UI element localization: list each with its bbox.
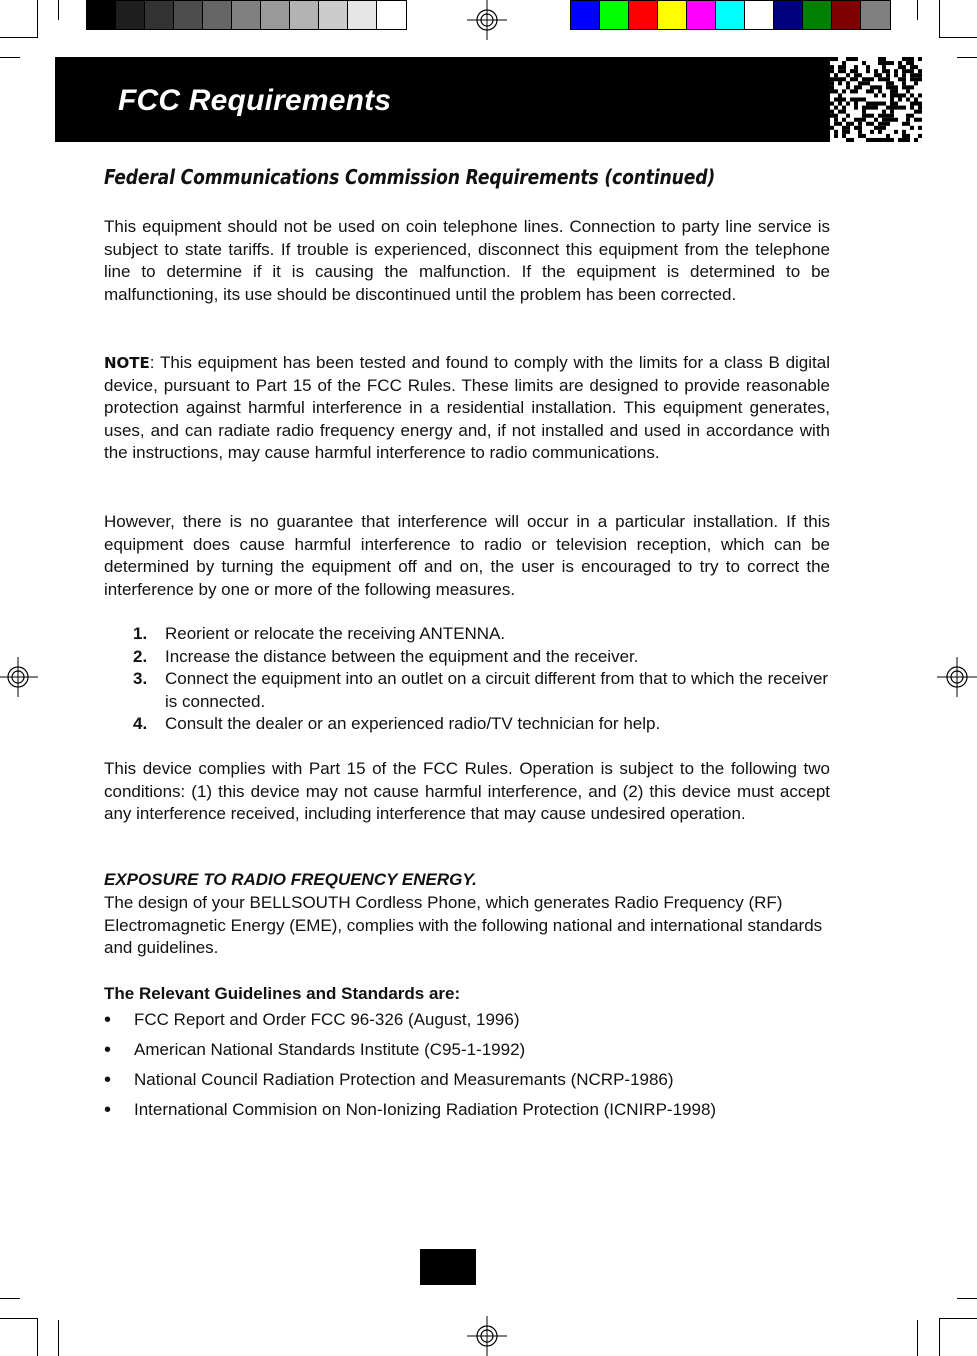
color-swatch-bar xyxy=(570,0,891,30)
page-title: FCC Requirements xyxy=(118,84,392,117)
color-swatch xyxy=(290,1,319,29)
paragraph-part15: This device complies with Part 15 of the FCC Rules. Operation is subject to the following two conditions: (1) this device may not cause harmful interference, and (2) this device must accept any interference received, including interference that may cause undesired operation. xyxy=(104,759,830,823)
color-swatch xyxy=(832,1,861,29)
color-swatch xyxy=(745,1,774,29)
list-item-text: American National Standards Institute (C95-1-1992) xyxy=(134,1040,526,1059)
page-number-tab xyxy=(420,1249,476,1285)
section-subtitle: Federal Communications Commission Requirements (continued) xyxy=(104,165,716,189)
color-swatch xyxy=(629,1,658,29)
qr-code-icon xyxy=(830,57,922,142)
list-item xyxy=(104,646,830,669)
color-swatch xyxy=(116,1,145,29)
exposure-body: The design of your BELLSOUTH Cordless Phone, which generates Radio Frequency (RF) Electromagnetic Energy (EME), complies with the following national and international standards and guidelines. xyxy=(104,893,823,957)
exposure-heading: EXPOSURE TO RADIO FREQUENCY ENERGY. xyxy=(104,870,477,889)
list-item-text: National Council Radiation Protection and Measuremants (NCRP-1986) xyxy=(134,1070,674,1089)
guidelines-list xyxy=(104,1008,716,1128)
color-swatch xyxy=(803,1,832,29)
list-item xyxy=(104,1008,716,1038)
bullet-icon: • xyxy=(104,1069,112,1091)
list-item-text: Connect the equipment into an outlet on a circuit different from that to which the receiver is connected. xyxy=(165,669,829,711)
color-swatch xyxy=(861,1,890,29)
note-text: : This equipment has been tested and found to comply with the limits for a class B digital device, pursuant to Part 15 of the FCC Rules. These limits are designed to provide reasonable protection against harmful interference in a residential installation. This equipment generates, uses, and can radiate radio frequency energy and, if not installed and used in accordance with the instructions, may cause harmful interference to radio communications. xyxy=(104,353,830,462)
color-swatch xyxy=(261,1,290,29)
list-item-text: International Commision on Non-Ionizing Radiation Protection (ICNIRP-1998) xyxy=(134,1100,717,1119)
color-swatch xyxy=(377,1,406,29)
color-swatch xyxy=(348,1,377,29)
color-swatch xyxy=(716,1,745,29)
list-item xyxy=(104,623,830,646)
registration-mark-icon xyxy=(0,657,38,697)
list-number: 4. xyxy=(133,714,148,733)
list-item xyxy=(104,668,830,713)
color-swatch xyxy=(600,1,629,29)
list-item xyxy=(104,1068,716,1098)
list-item-text: Increase the distance between the equipment and the receiver. xyxy=(165,646,639,666)
list-number: 2. xyxy=(133,646,148,666)
registration-mark-icon xyxy=(937,657,977,697)
paragraph-note xyxy=(104,352,830,465)
color-swatch xyxy=(319,1,348,29)
color-swatch xyxy=(232,1,261,29)
color-swatch xyxy=(774,1,803,29)
list-item-text: Consult the dealer or an experienced radio/TV technician for help. xyxy=(165,714,661,733)
bullet-icon: • xyxy=(104,1039,112,1061)
list-item-text: FCC Report and Order FCC 96-326 (August, 1996) xyxy=(134,1010,520,1029)
note-label: NOTE xyxy=(104,354,150,372)
list-item xyxy=(104,713,830,736)
list-item xyxy=(104,1038,716,1068)
color-swatch xyxy=(174,1,203,29)
bullet-icon: • xyxy=(104,1099,112,1121)
color-swatch xyxy=(571,1,600,29)
color-swatch xyxy=(203,1,232,29)
color-swatch xyxy=(87,1,116,29)
color-swatch xyxy=(687,1,716,29)
bullet-icon: • xyxy=(104,1009,112,1031)
paragraph-interference: However, there is no guarantee that interference will occur in a particular installation. If this equipment does cause harmful interference to radio or television reception, which can be determined by turning the equipment off and on, the user is encouraged to try to correct the interference by one or more of the following measures. xyxy=(104,512,830,599)
paragraph-coin-lines: This equipment should not be used on coin telephone lines. Connection to party line service is subject to state tariffs. If trouble is experienced, disconnect this equipment from the telephone line to determine if it is causing the malfunction. If the equipment is determined to be malfunctioning, its use should be discontinued until the problem has been corrected. xyxy=(104,217,830,304)
guidelines-heading: The Relevant Guidelines and Standards are: xyxy=(104,984,461,1003)
color-swatch xyxy=(145,1,174,29)
list-number: 3. xyxy=(133,669,148,688)
list-item xyxy=(104,1098,716,1128)
grayscale-swatch-bar xyxy=(86,0,407,30)
registration-mark-icon xyxy=(467,0,507,40)
list-item-text: Reorient or relocate the receiving ANTENNA. xyxy=(165,624,506,643)
list-number: 1. xyxy=(133,624,148,643)
measures-list xyxy=(104,623,830,736)
color-swatch xyxy=(658,1,687,29)
registration-mark-icon xyxy=(467,1316,507,1356)
